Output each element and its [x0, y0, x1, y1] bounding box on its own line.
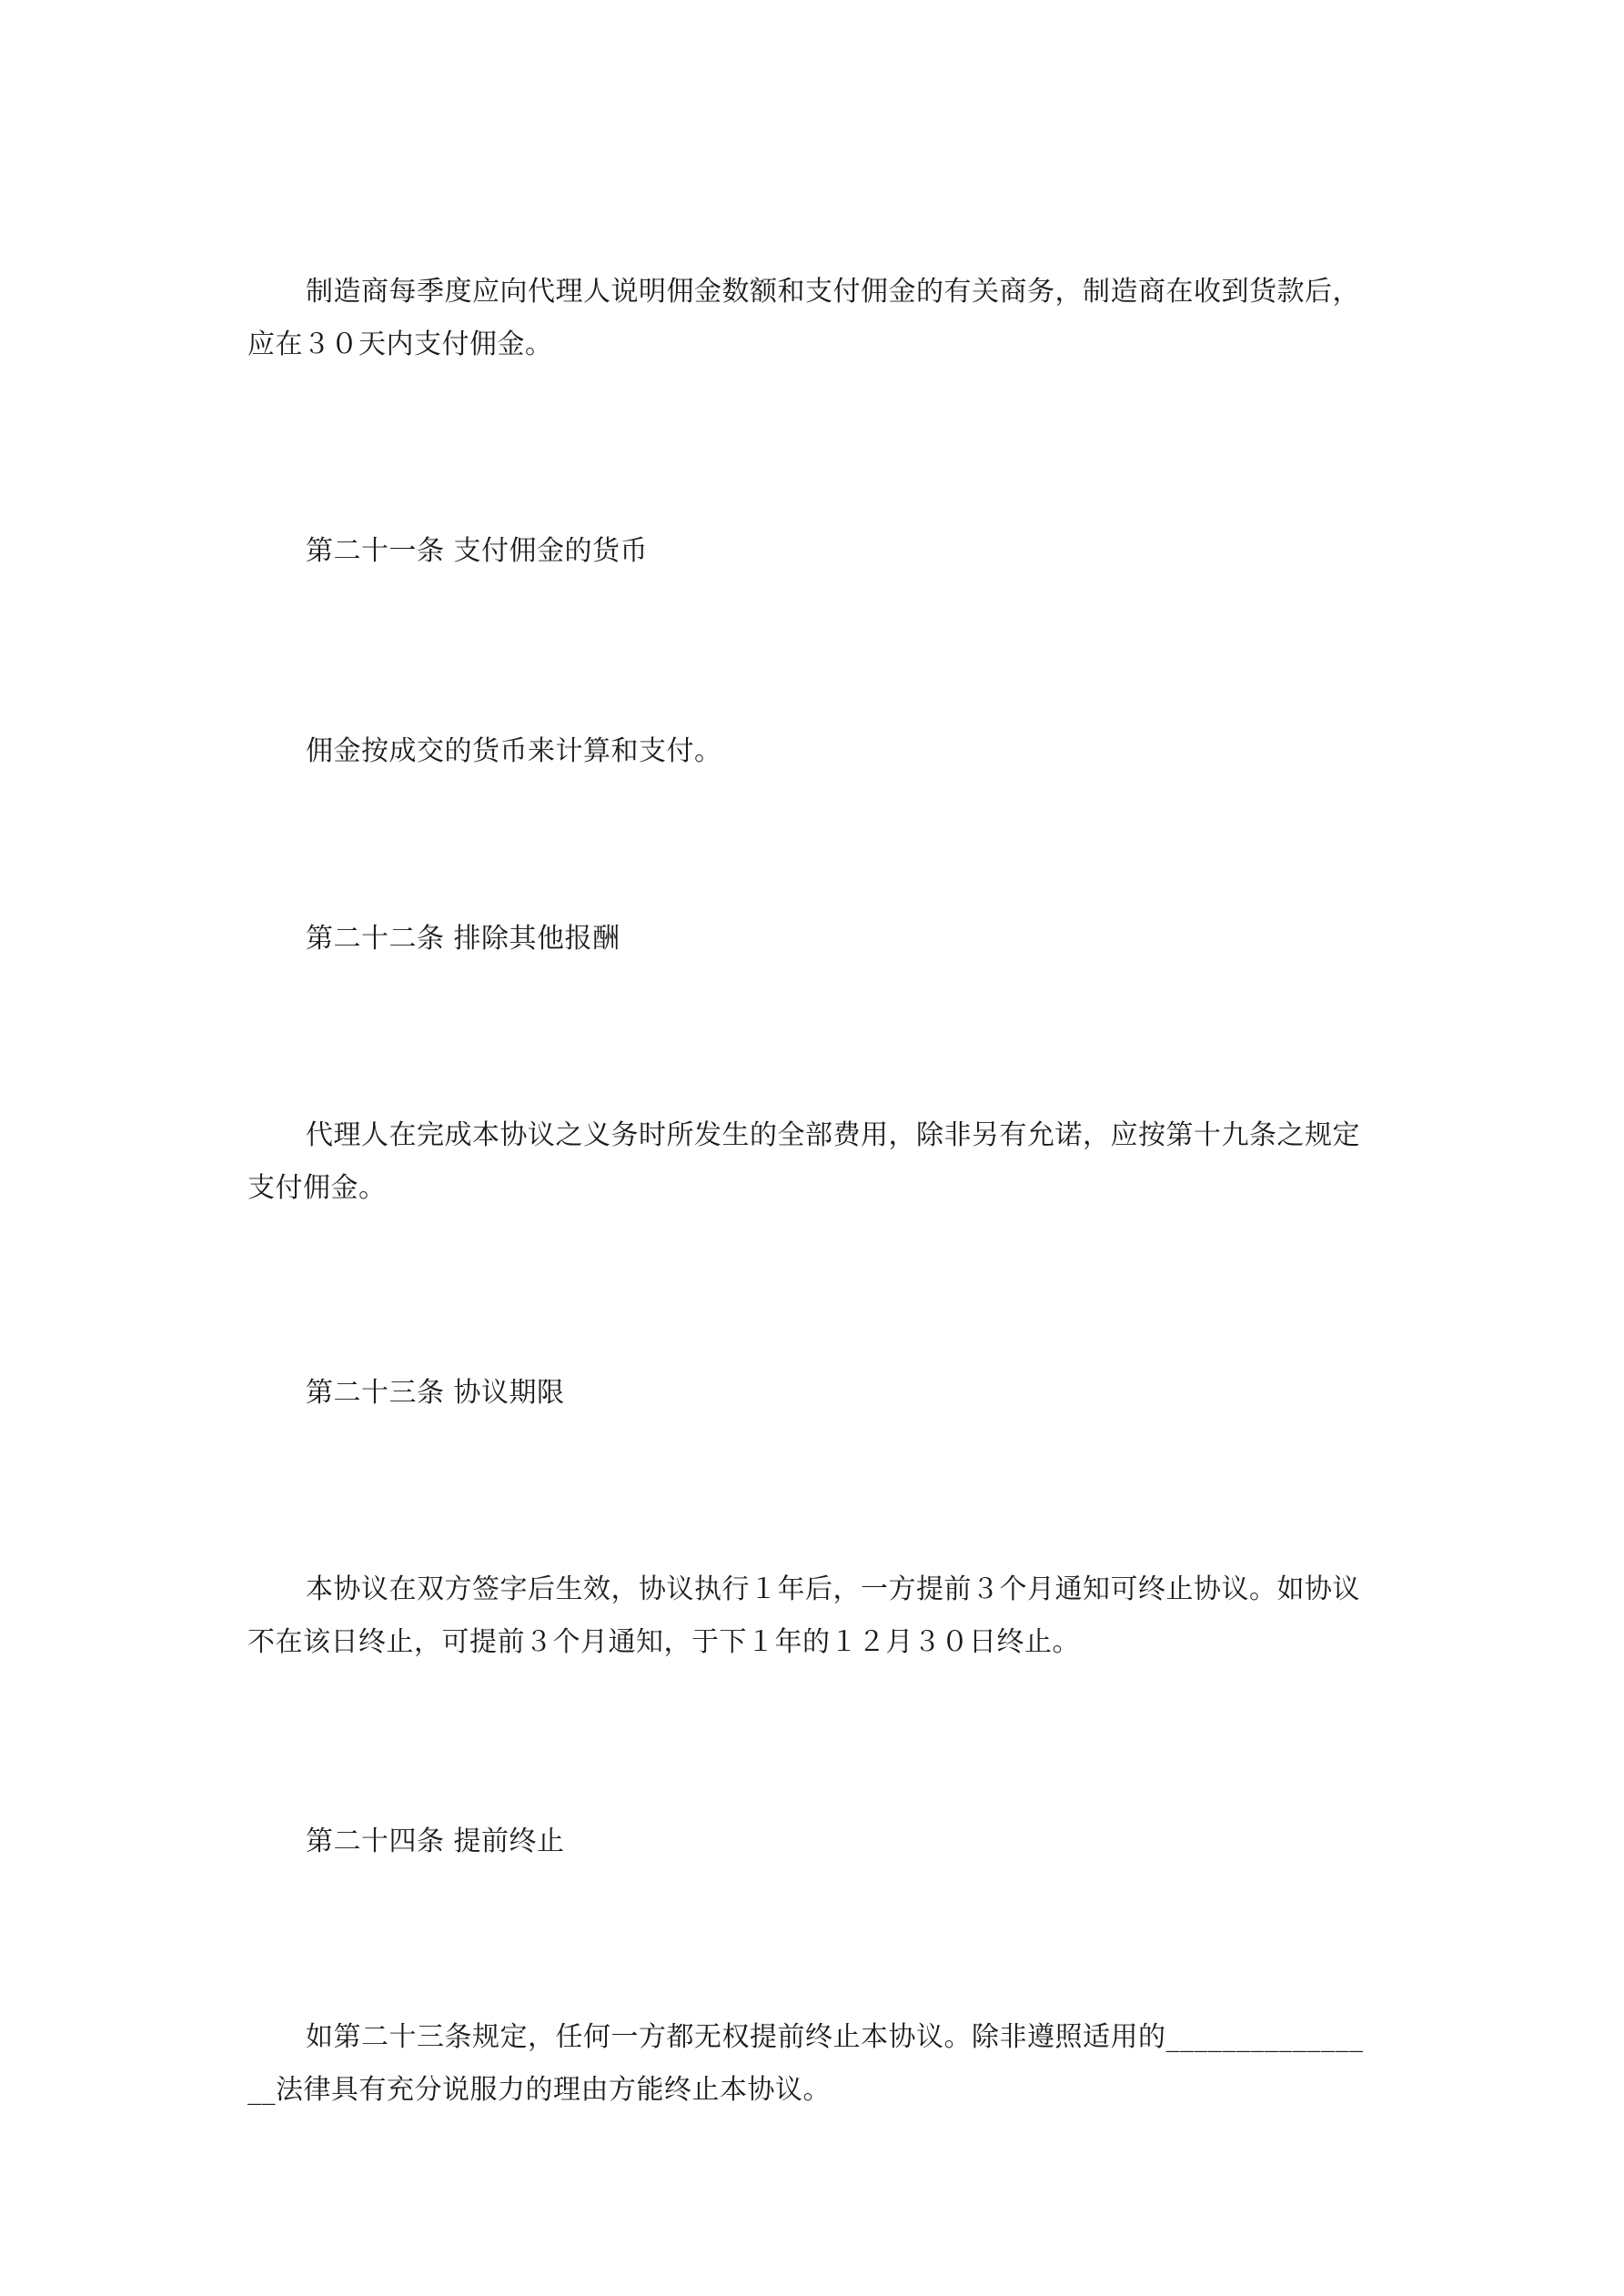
- article-22-heading: 第二十二条 排除其他报酬: [306, 923, 620, 955]
- paragraph-commission-currency: [247, 725, 1389, 778]
- paragraph-line: 代理人在完成本协议之义务时所发生的全部费用，除非另有允诺，应按第十九条之规定: [306, 1119, 1360, 1151]
- article-21-heading: 第二十一条 支付佣金的货币: [306, 535, 649, 567]
- paragraph-line: 支付佣金。: [247, 1172, 387, 1204]
- paragraph-line: 如第二十三条规定，任何一方都无权提前终止本协议。除非遵照适用的______________: [306, 2021, 1364, 2053]
- paragraph-line: 本协议在双方签字后生效，协议执行１年后，一方提前３个月通知可终止协议。如协议: [306, 1573, 1360, 1605]
- paragraph-line: 不在该日终止，可提前３个月通知，于下１年的１２月３０日终止。: [247, 1626, 1080, 1658]
- paragraph-early-termination: [247, 2011, 1389, 2117]
- paragraph-line: 制造商每季度应向代理人说明佣金数额和支付佣金的有关商务，制造商在收到货款后，: [306, 276, 1360, 308]
- paragraph-line: 应在３０天内支付佣金。: [247, 329, 553, 360]
- article-23-heading: 第二十三条 协议期限: [306, 1377, 565, 1409]
- article-24-heading: 第二十四条 提前终止: [306, 1826, 565, 1857]
- paragraph-commission-statement: [247, 266, 1389, 371]
- paragraph-line: __法律具有充分说服力的理由方能终止本协议。: [247, 2074, 831, 2106]
- paragraph-agreement-term: [247, 1563, 1389, 1669]
- paragraph-line: 佣金按成交的货币来计算和支付。: [306, 735, 722, 767]
- paragraph-expenses: [247, 1109, 1389, 1215]
